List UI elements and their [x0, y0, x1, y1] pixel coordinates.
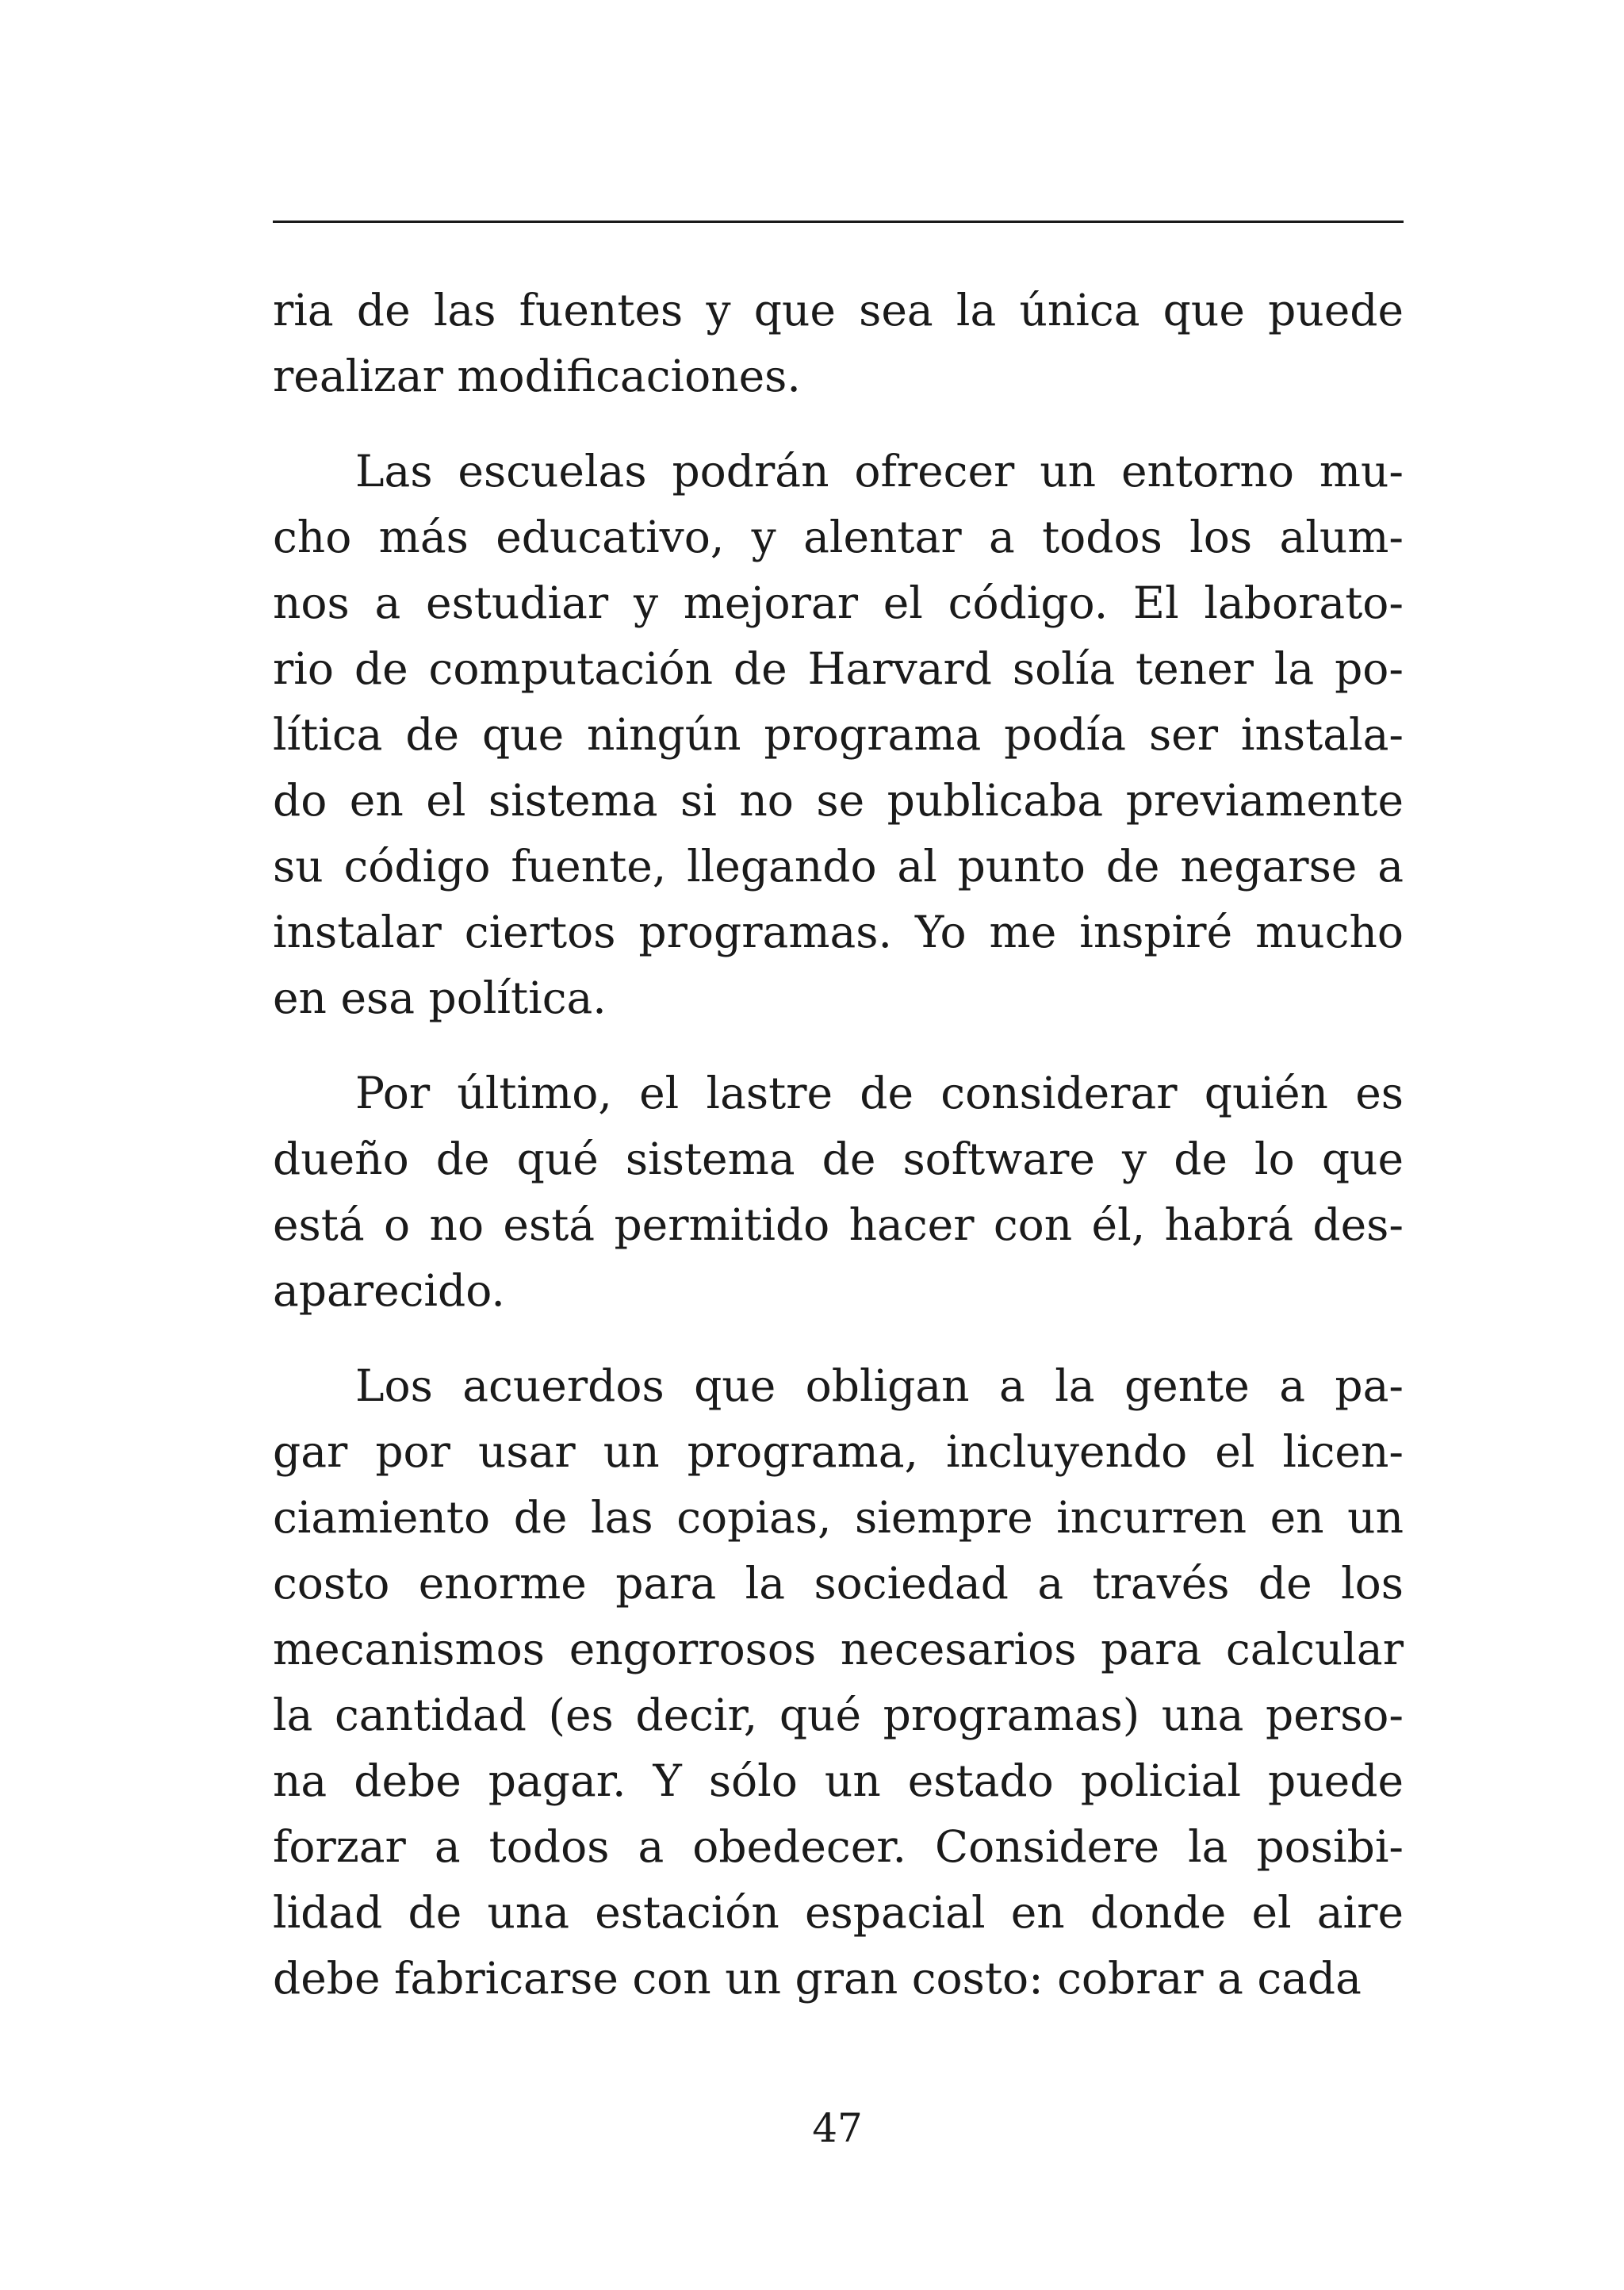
text-line: aparecido.	[273, 1265, 505, 1316]
text-line: su código fuente, llegando al punto de negarse a	[273, 841, 1404, 892]
text-line: forzar a todos a obedecer. Considere la posibi-	[273, 1821, 1404, 1872]
page-number: 47	[812, 2105, 863, 2151]
text-line: instalar ciertos programas. Yo me inspiré mucho	[273, 907, 1404, 957]
text-line: lítica de que ningún programa podía ser instala-	[273, 709, 1404, 760]
text-line: do en el sistema si no se publicaba previamente	[273, 775, 1404, 826]
body-text	[273, 278, 1404, 2041]
text-line: mecanismos engorrosos necesarios para calcular	[273, 1624, 1404, 1674]
text-line: costo enorme para la sociedad a través de los	[273, 1558, 1404, 1609]
text-line: ria de las fuentes y que sea la única que puede	[273, 285, 1404, 336]
header-rule	[273, 221, 1404, 223]
text-line: está o no está permitido hacer con él, habrá des-	[273, 1199, 1404, 1250]
text-line: realizar modificaciones.	[273, 351, 801, 401]
text-line: Las escuelas podrán ofrecer un entorno mu-	[355, 446, 1404, 497]
paragraph	[273, 1061, 1404, 1324]
text-line: en esa política.	[273, 972, 607, 1023]
text-line: dueño de qué sistema de software y de lo que	[273, 1133, 1404, 1184]
text-line: nos a estudiar y mejorar el código. El laborato-	[273, 577, 1404, 628]
text-line: cho más educativo, y alentar a todos los alum-	[273, 512, 1404, 562]
text-line: la cantidad (es decir, qué programas) una perso-	[273, 1690, 1404, 1740]
text-line: Por último, el lastre de considerar quién es	[355, 1068, 1404, 1118]
paragraph	[273, 439, 1404, 1031]
text-line: na debe pagar. Y sólo un estado policial puede	[273, 1755, 1404, 1806]
paragraph	[273, 1353, 1404, 2012]
text-line: ciamiento de las copias, siempre incurren en un	[273, 1492, 1404, 1543]
text-line: lidad de una estación espacial en donde el aire	[273, 1887, 1404, 1938]
text-line: rio de computación de Harvard solía tener la po-	[273, 643, 1404, 694]
text-line: debe fabricarse con un gran costo: cobrar a cada	[273, 1953, 1362, 2004]
text-line: Los acuerdos que obligan a la gente a pa-	[355, 1360, 1404, 1411]
paragraph	[273, 278, 1404, 409]
text-line: gar por usar un programa, incluyendo el licen-	[273, 1426, 1404, 1477]
